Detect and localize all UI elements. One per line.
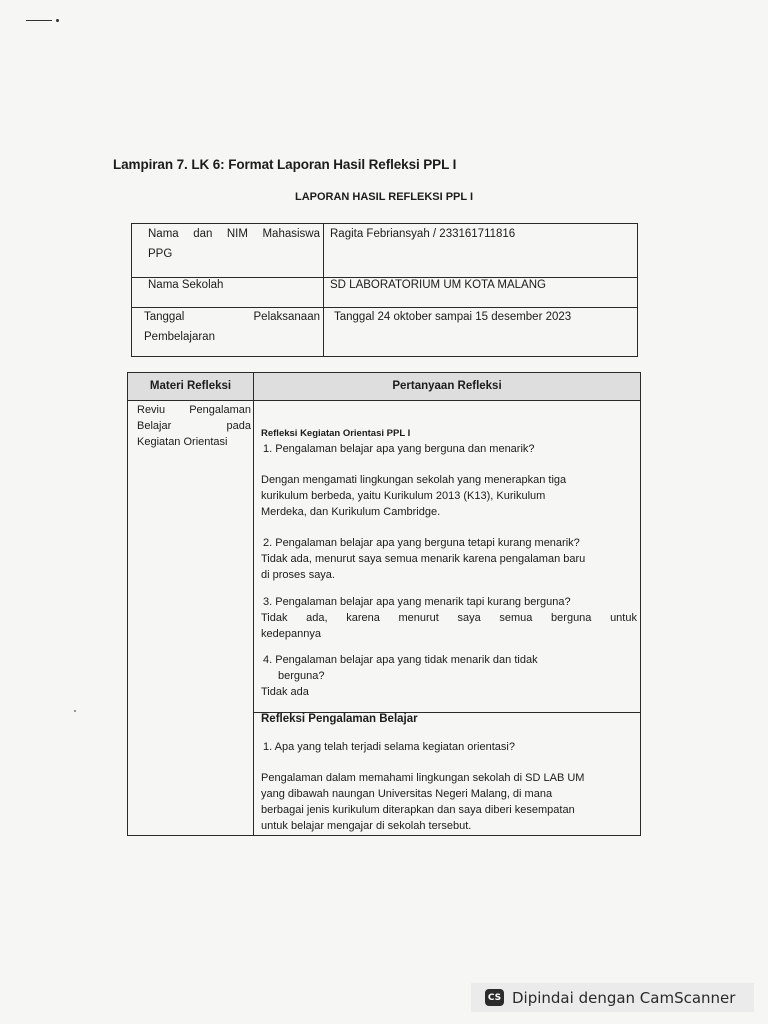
materi-word: Pengalaman xyxy=(189,404,251,416)
date-label-word: Tanggal xyxy=(144,311,185,323)
answer-word: semua xyxy=(499,612,533,624)
name-label-word: Nama xyxy=(148,228,179,240)
section1-title: Refleksi Kegiatan Orientasi PPL I xyxy=(261,428,411,439)
answer-4: Tidak ada xyxy=(261,686,309,698)
question-4 xyxy=(263,652,538,684)
identity-table-divider xyxy=(323,224,324,356)
name-label-word: NIM xyxy=(226,228,248,240)
school-label: Nama Sekolah xyxy=(148,279,224,291)
name-label xyxy=(148,224,320,264)
question-line: berguna? xyxy=(278,670,325,682)
answer-line: Pengalaman dalam memahami lingkungan sekolah di SD LAB UM xyxy=(261,772,585,784)
date-value: Tanggal 24 oktober sampai 15 desember 2023 xyxy=(334,311,572,323)
answer-2 xyxy=(261,551,585,583)
col-header-materi: Materi Refleksi xyxy=(149,380,232,392)
section2-title: Refleksi Pengalaman Belajar xyxy=(261,713,418,725)
reflection-table xyxy=(127,372,641,836)
corner-mark-dot xyxy=(56,19,59,22)
date-label-line2: Pembelajaran xyxy=(144,331,215,343)
report-title: LAPORAN HASIL REFLEKSI PPL I xyxy=(294,191,474,203)
answer-word: untuk xyxy=(610,612,637,624)
name-label-word: Mahasiswa xyxy=(262,228,320,240)
corner-mark xyxy=(26,19,56,22)
answer-word: ada, xyxy=(306,612,328,624)
date-label-word: Pelaksanaan xyxy=(253,311,320,323)
name-label-line1 xyxy=(148,224,320,244)
materi-line xyxy=(137,418,251,434)
col-header-pertanyaan: Pertanyaan Refleksi xyxy=(392,380,502,392)
materi-text xyxy=(137,402,251,450)
materi-line: Kegiatan Orientasi xyxy=(137,436,228,448)
answer-line: Merdeka, dan Kurikulum Cambridge. xyxy=(261,506,441,518)
camscanner-watermark xyxy=(471,983,754,1012)
question-2: 2. Pengalaman belajar apa yang berguna tetapi kurang menarik? xyxy=(263,537,580,549)
answer-1 xyxy=(261,472,566,520)
answer-5 xyxy=(261,770,584,834)
materi-word: Belajar xyxy=(137,420,172,432)
camscanner-label: Dipindai dengan CamScanner xyxy=(512,988,736,1007)
answer-word: Tidak xyxy=(261,612,288,624)
materi-word: Reviu xyxy=(137,404,166,416)
answer-word: karena xyxy=(346,612,380,624)
answer-3 xyxy=(261,610,637,642)
stray-dot xyxy=(74,710,76,712)
answer-line: Dengan mengamati lingkungan sekolah yang menerapkan tiga xyxy=(261,474,567,486)
reflection-table-header-line xyxy=(128,400,640,401)
answer-line: Tidak ada, menurut saya semua menarik karena pengalaman baru xyxy=(261,553,586,565)
question-3: 3. Pengalaman belajar apa yang menarik tapi kurang berguna? xyxy=(263,596,571,608)
question-5: 1. Apa yang telah terjadi selama kegiatan orientasi? xyxy=(263,741,515,753)
answer-word: menurut xyxy=(398,612,439,624)
answer-line: di proses saya. xyxy=(261,569,335,581)
answer-word: saya xyxy=(457,612,481,624)
name-label-line2: PPG xyxy=(148,248,173,260)
answer-line: untuk belajar mengajar di sekolah tersebut. xyxy=(261,820,472,832)
materi-line xyxy=(137,402,251,418)
school-value: SD LABORATORIUM UM KOTA MALANG xyxy=(330,279,546,291)
question-1: 1. Pengalaman belajar apa yang berguna dan menarik? xyxy=(263,443,535,455)
date-label-line1 xyxy=(144,307,320,327)
name-label-word: dan xyxy=(193,228,213,240)
identity-table xyxy=(131,223,638,357)
answer-line xyxy=(261,610,637,626)
answer-line: yang dibawah naungan Universitas Negeri Malang, di mana xyxy=(261,788,553,800)
answer-line: kedepannya xyxy=(261,628,321,640)
page-heading: Lampiran 7. LK 6: Format Laporan Hasil Refleksi PPL I xyxy=(113,157,457,172)
answer-word: berguna xyxy=(551,612,592,624)
question-line: 4. Pengalaman belajar apa yang tidak menarik dan tidak xyxy=(263,654,538,666)
camscanner-icon: CS xyxy=(485,989,504,1006)
name-value: Ragita Febriansyah / 233161711816 xyxy=(330,228,516,240)
date-label xyxy=(144,307,320,347)
reflection-table-divider xyxy=(253,373,254,835)
answer-line: berbagai jenis kurikulum diterapkan dan saya diberi kesempatan xyxy=(261,804,575,816)
materi-word: pada xyxy=(226,420,251,432)
answer-line: kurikulum berbeda, yaitu Kurikulum 2013 (K13), Kurikulum xyxy=(261,490,546,502)
corner-mark-line xyxy=(26,20,52,21)
